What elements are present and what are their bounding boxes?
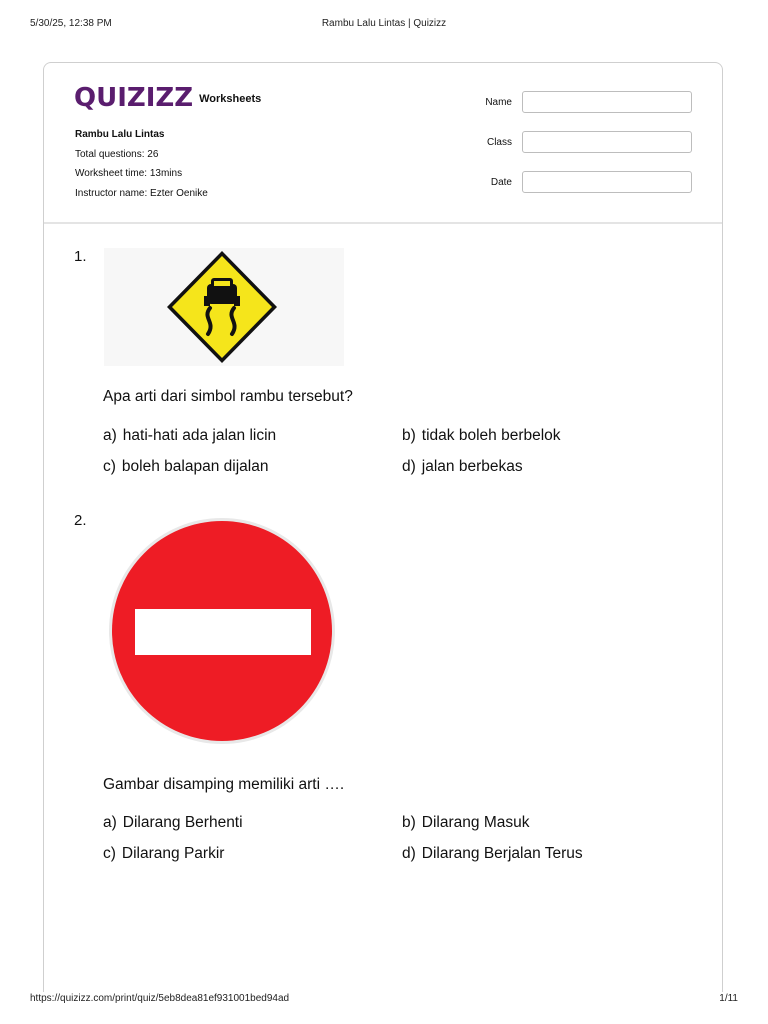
print-url: https://quizizz.com/print/quiz/5eb8dea81ef931001bed94ad — [30, 993, 290, 1004]
class-label: Class — [486, 136, 512, 148]
brand-subtitle: Worksheets — [199, 93, 262, 105]
question-1-image — [104, 248, 344, 366]
brand — [74, 85, 261, 111]
quiz-title: Rambu Lalu Lintas — [75, 129, 165, 140]
option-letter: a) — [103, 427, 117, 444]
option-text: Dilarang Parkir — [121, 845, 225, 862]
option-text: Dilarang Masuk — [421, 814, 530, 831]
print-datetime: 5/30/25, 12:38 PM — [30, 18, 112, 29]
question-2-image — [104, 511, 340, 751]
question-1-text: Apa arti dari simbol rambu tersebut? — [103, 388, 353, 405]
option-letter: b) — [402, 814, 416, 831]
quiz-meta — [75, 125, 208, 203]
date-label: Date — [490, 176, 512, 188]
question-2-option-b[interactable] — [402, 814, 529, 832]
date-input[interactable] — [522, 171, 692, 193]
class-input[interactable] — [522, 131, 692, 153]
date-field-row — [472, 171, 692, 193]
question-1-option-d[interactable] — [402, 458, 523, 476]
option-letter: b) — [402, 427, 416, 444]
question-2-option-d[interactable] — [402, 845, 583, 863]
print-header — [0, 18, 768, 32]
question-2-text: Gambar disamping memiliki arti …. — [103, 776, 345, 793]
name-label: Name — [485, 96, 512, 108]
question-1-number: 1. — [74, 248, 87, 265]
quizizz-logo: QUIZIZZ — [74, 83, 194, 113]
option-letter: a) — [103, 814, 117, 831]
option-text: tidak boleh berbelok — [421, 427, 561, 444]
question-1-option-a[interactable] — [103, 427, 276, 445]
no-entry-sign-icon — [104, 511, 340, 751]
name-input[interactable] — [522, 91, 692, 113]
question-1-option-c[interactable] — [103, 458, 268, 476]
total-questions: Total questions: 26 — [75, 148, 159, 160]
option-text: Dilarang Berjalan Terus — [421, 845, 583, 862]
option-text: boleh balapan dijalan — [121, 458, 269, 475]
slippery-road-sign-icon — [104, 248, 344, 366]
option-letter: c) — [103, 845, 116, 862]
question-1-option-b[interactable] — [402, 427, 561, 445]
instructor-name: Instructor name: Ezter Oenike — [75, 187, 208, 199]
print-page-title: Rambu Lalu Lintas | Quizizz — [321, 18, 447, 29]
option-text: hati-hati ada jalan licin — [122, 427, 277, 444]
name-field-row — [472, 91, 692, 113]
question-2-number: 2. — [74, 512, 87, 529]
worksheet-time: Worksheet time: 13mins — [75, 168, 183, 179]
option-text: Dilarang Berhenti — [122, 814, 243, 831]
class-field-row — [472, 131, 692, 153]
option-letter: d) — [402, 458, 416, 475]
option-text: jalan berbekas — [421, 458, 523, 475]
option-letter: d) — [402, 845, 416, 862]
worksheet-header — [44, 63, 722, 224]
question-2-option-a[interactable] — [103, 814, 243, 832]
print-page-number: 1/11 — [719, 993, 738, 1004]
option-letter: c) — [103, 458, 116, 475]
question-2-option-c[interactable] — [103, 845, 224, 863]
